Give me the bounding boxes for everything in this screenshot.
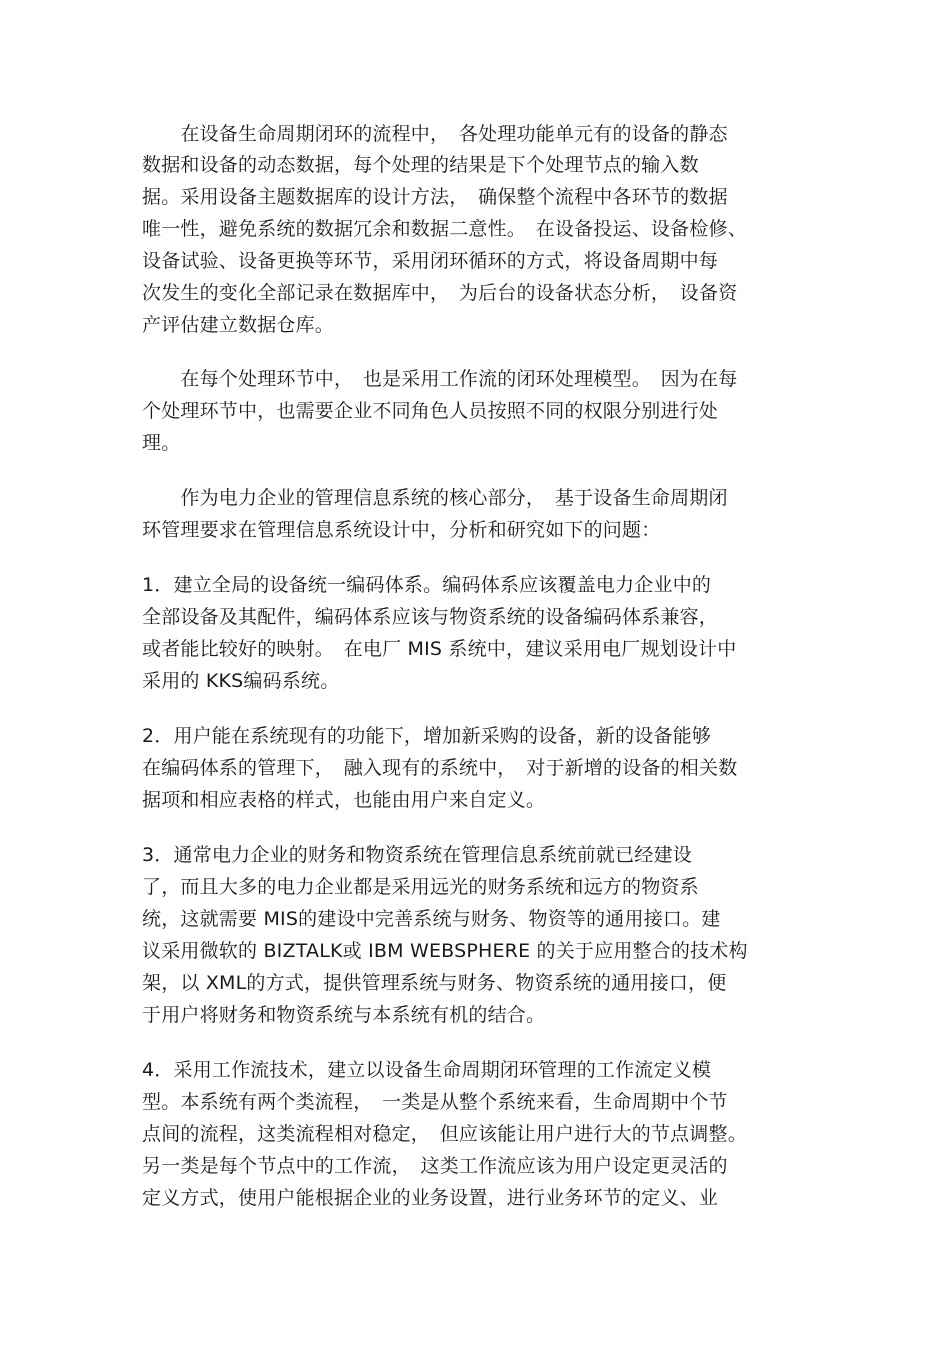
- text-line: 设备试验、设备更换等环节，采用闭环循环的方式，将设备周期中每: [142, 250, 719, 272]
- text-line: 唯一性，避免系统的数据冗余和数据二意性。 在设备投运、设备检修、: [142, 218, 747, 240]
- list-item-4: 4．采用工作流技术，建立以设备生命周期闭环管理的工作流定义模: [142, 1059, 712, 1081]
- list-item-2: 2．用户能在系统现有的功能下，增加新采购的设备，新的设备能够: [142, 725, 712, 747]
- text-line: 据项和相应表格的样式，也能由用户来自定义。: [142, 789, 546, 811]
- text-line: 理。: [142, 432, 181, 454]
- text-line: 在设备生命周期闭环的流程中， 各处理功能单元有的设备的静态: [142, 123, 728, 145]
- text-line: 架，以 XML的方式，提供管理系统与财务、物资系统的通用接口，便: [142, 972, 727, 994]
- text-line: 数据和设备的动态数据，每个处理的结果是下个处理节点的输入数: [142, 154, 699, 176]
- list-item-3: 3．通常电力企业的财务和物资系统在管理信息系统前就已经建设: [142, 844, 692, 866]
- list-item-1: 1．建立全局的设备统一编码体系。编码体系应该覆盖电力企业中的: [142, 574, 712, 596]
- text-line: 了，而且大多的电力企业都是采用远光的财务系统和远方的物资系: [142, 876, 699, 898]
- text-line: 在每个处理环节中， 也是采用工作流的闭环处理模型。 因为在每: [142, 368, 738, 390]
- text-line: 点间的流程，这类流程相对稳定， 但应该能让用户进行大的节点调整。: [142, 1123, 747, 1145]
- text-line: 产评估建立数据仓库。: [142, 314, 335, 336]
- text-line: 型。本系统有两个类流程， 一类是从整个系统来看，生命周期中个节: [142, 1091, 728, 1113]
- text-line: 另一类是每个节点中的工作流， 这类工作流应该为用户设定更灵活的: [142, 1155, 728, 1177]
- text-line: 全部设备及其配件，编码体系应该与物资系统的设备编码体系兼容，: [142, 606, 719, 628]
- text-line: 或者能比较好的映射。 在电厂 MIS 系统中，建议采用电厂规划设计中: [142, 638, 737, 660]
- text-line: 作为电力企业的管理信息系统的核心部分， 基于设备生命周期闭: [142, 487, 728, 509]
- text-line: 采用的 KKS编码系统。: [142, 670, 340, 692]
- text-line: 个处理环节中，也需要企业不同角色人员按照不同的权限分别进行处: [142, 400, 719, 422]
- text-line: 统，这就需要 MIS的建设中完善系统与财务、物资等的通用接口。建: [142, 908, 721, 930]
- text-line: 定义方式，使用户能根据企业的业务设置，进行业务环节的定义、业: [142, 1187, 719, 1209]
- text-line: 于用户将财务和物资系统与本系统有机的结合。: [142, 1004, 546, 1026]
- text-line: 环管理要求在管理信息系统设计中，分析和研究如下的问题：: [142, 519, 661, 541]
- text-line: 在编码体系的管理下， 融入现有的系统中， 对于新增的设备的相关数: [142, 757, 738, 779]
- text-line: 议采用微软的 BIZTALK或 IBM WEBSPHERE 的关于应用整合的技术构: [142, 940, 748, 962]
- text-line: 次发生的变化全部记录在数据库中， 为后台的设备状态分析， 设备资: [142, 282, 738, 304]
- text-line: 据。采用设备主题数据库的设计方法， 确保整个流程中各环节的数据: [142, 186, 728, 208]
